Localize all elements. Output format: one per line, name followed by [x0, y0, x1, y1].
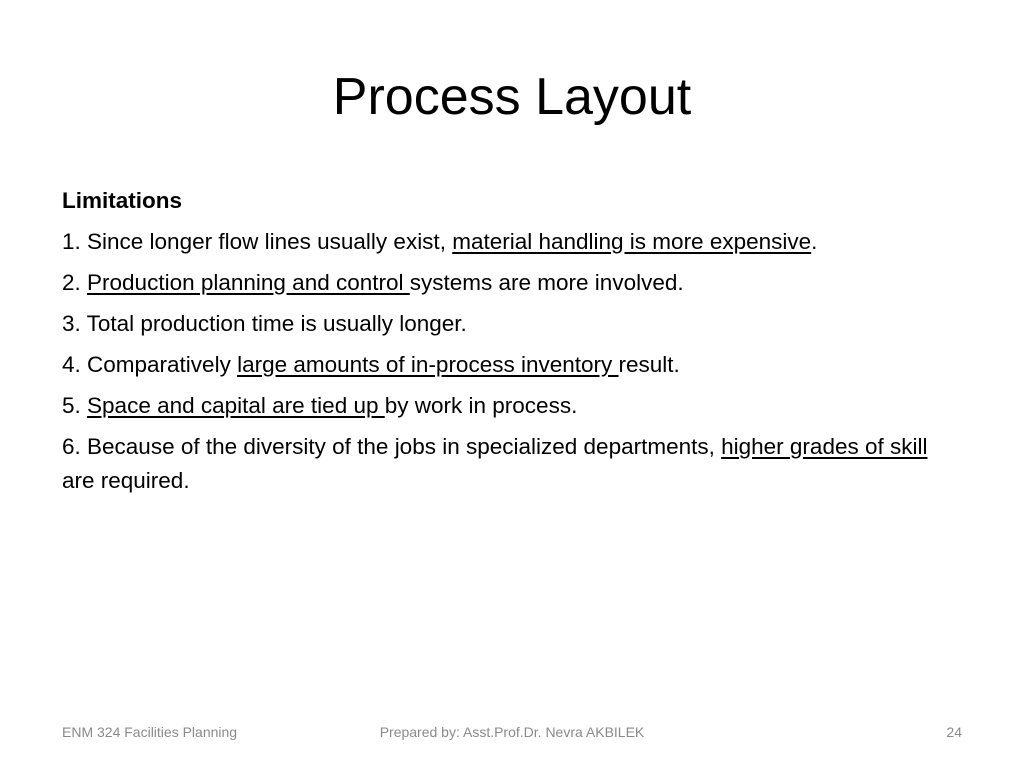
- slide-title: Process Layout: [332, 68, 692, 126]
- list-item: [62, 266, 952, 300]
- item-text: 4. Comparatively: [62, 352, 238, 377]
- item-text: are required.: [62, 468, 190, 493]
- item-text: 5.: [62, 393, 88, 418]
- list-item: [62, 389, 952, 423]
- footer-course: ENM 324 Facilities Planning: [62, 724, 238, 740]
- item-text: by work in process.: [384, 393, 578, 418]
- item-underlined-text: large amounts of in-process inventory: [237, 352, 619, 377]
- list-item: [62, 307, 952, 341]
- item-text: 2.: [62, 270, 88, 295]
- item-underlined-text: Space and capital are tied up: [87, 393, 385, 418]
- item-text: .: [811, 229, 818, 254]
- item-text: systems are more involved.: [409, 270, 684, 295]
- item-text: 3. Total production time is usually longer.: [62, 311, 467, 336]
- footer-page-number: 24: [946, 724, 962, 740]
- item-underlined-text: material handling is more expensive: [452, 229, 812, 254]
- footer-author: Prepared by: Asst.Prof.Dr. Nevra AKBILEK: [379, 724, 645, 740]
- list-item: [62, 225, 952, 259]
- item-text: 1. Since longer flow lines usually exist,: [62, 229, 453, 254]
- limitations-heading: Limitations: [62, 188, 183, 213]
- slide-body: [62, 184, 952, 505]
- list-item: [62, 430, 952, 498]
- item-text: 6. Because of the diversity of the jobs in specialized departments,: [62, 434, 722, 459]
- list-item: [62, 348, 952, 382]
- item-text: result.: [618, 352, 680, 377]
- item-underlined-text: Production planning and control: [87, 270, 410, 295]
- item-underlined-text: higher grades of skill: [721, 434, 928, 459]
